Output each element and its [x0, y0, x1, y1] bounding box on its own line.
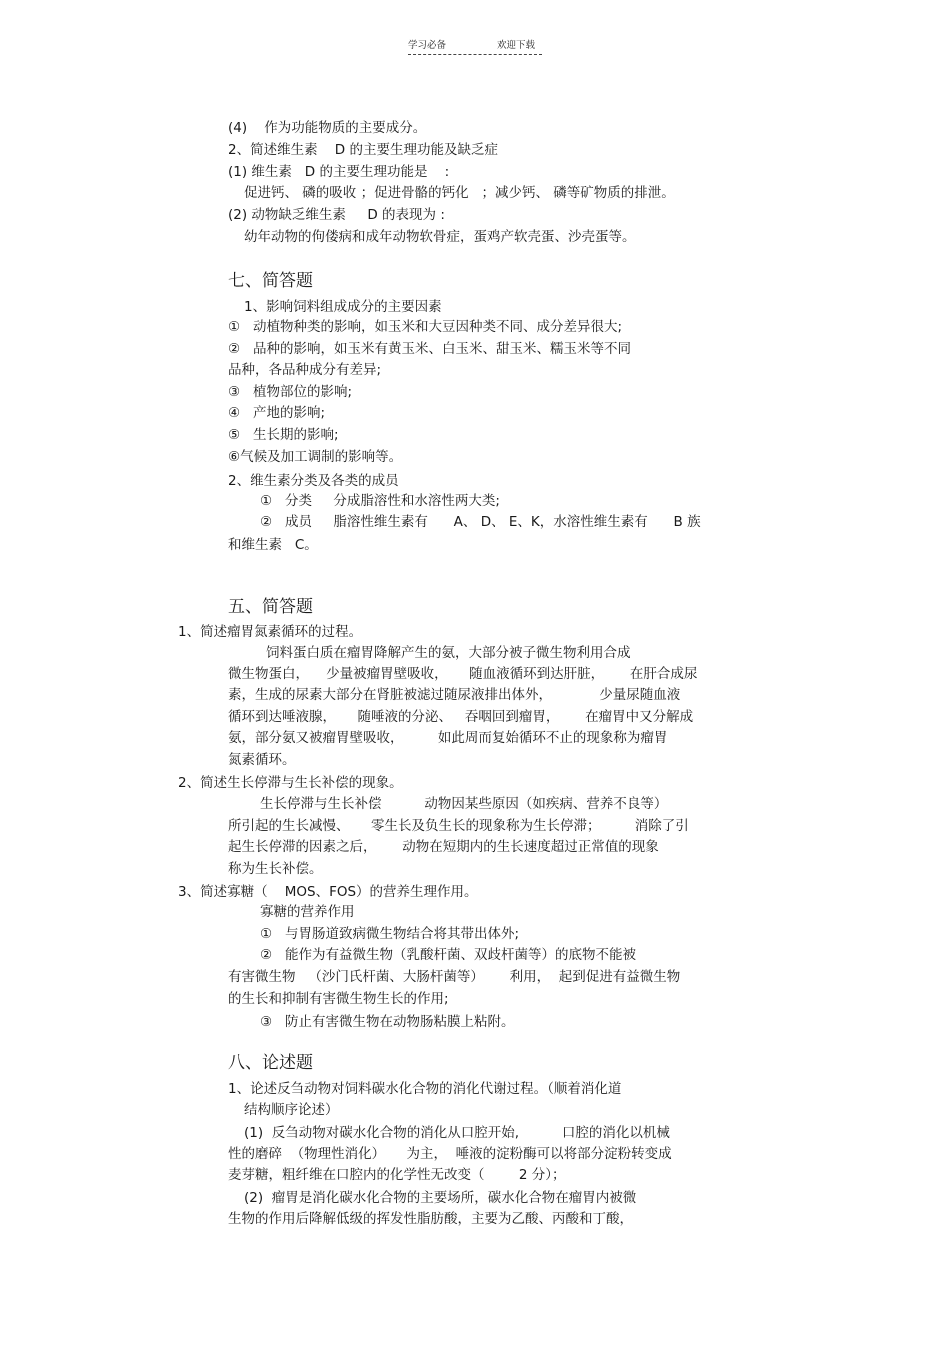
text-line: (2) 瘤胃是消化碳水化合物的主要场所，碳水化合物在瘤胃内被微: [244, 1190, 637, 1206]
text-line: 2、简述维生素 D 的主要生理功能及缺乏症: [228, 142, 498, 158]
text-line: 生长停滞与生长补偿 动物因某些原因（如疾病、营养不良等）: [260, 796, 668, 812]
text-line: ⑥气候及加工调制的影响等。: [228, 449, 403, 465]
text-line: ② 成员 脂溶性维生素有 A、 D、 E、K，水溶性维生素有 B 族: [260, 514, 701, 530]
text-line: 起生长停滞的因素之后， 动物在短期内的生长速度超过正常值的现象: [228, 839, 659, 855]
text-line: 微生物蛋白， 少量被瘤胃壁吸收， 随血液循环到达肝脏， 在肝合成尿: [228, 666, 698, 682]
text-line: 氨，部分氨又被瘤胃壁吸收， 如此周而复始循环不止的现象称为瘤胃: [228, 730, 668, 746]
text-line: ② 品种的影响，如玉米有黄玉米、白玉米、甜玉米、糯玉米等不同: [228, 341, 631, 357]
text-line: 氮素循环。: [228, 752, 296, 768]
text-line: (4) 作为功能物质的主要成分。: [228, 120, 427, 136]
text-line: ① 动植物种类的影响，如玉米和大豆因种类不同、成分差异很大;: [228, 319, 623, 335]
text-line: 循环到达唾液腺， 随唾液的分泌、 吞咽回到瘤胃， 在瘤胃中又分解成: [228, 709, 694, 725]
text-line: ① 与胃肠道致病微生物结合将其带出体外;: [260, 926, 520, 942]
text-line: 寡糖的营养作用: [260, 904, 355, 920]
text-line: 2、维生素分类及各类的成员: [228, 473, 399, 489]
text-line: 所引起的生长减慢、 零生长及负生长的现象称为生长停滞； 消除了引: [228, 818, 689, 834]
section-heading: 七、简答题: [228, 271, 313, 291]
text-line: 性的磨碎 （物理性消化） 为主， 唾液的淀粉酶可以将部分淀粉转变成: [228, 1146, 672, 1162]
text-line: ③ 植物部位的影响;: [228, 384, 353, 400]
header-right: 欢迎下载: [497, 40, 536, 51]
text-line: 3、简述寡糖（ MOS、FOS）的营养生理作用。: [178, 884, 478, 900]
text-line: 1、论述反刍动物对饲料碳水化合物的消化代谢过程。（顺着消化道: [228, 1081, 622, 1097]
text-line: 促进钙、 磷的吸收 ；促进骨骼的钙化 ；减少钙、 磷等矿物质的排泄。: [244, 185, 675, 201]
text-line: 1、简述瘤胃氮素循环的过程。: [178, 624, 363, 640]
text-line: 饲料蛋白质在瘤胃降解产生的氨，大部分被子微生物利用合成: [266, 645, 631, 661]
text-line: 生物的作用后降解低级的挥发性脂肪酸，主要为乙酸、丙酸和丁酸，: [228, 1211, 633, 1227]
text-line: 有害微生物 （沙门氏杆菌、大肠杆菌等） 利用， 起到促进有益微生物: [228, 969, 681, 985]
text-line: 品种，各品种成分有差异;: [228, 362, 382, 378]
text-line: 结构顺序论述）: [244, 1102, 339, 1118]
section-heading: 八、论述题: [228, 1053, 313, 1073]
text-line: ② 能作为有益微生物（乳酸杆菌、双歧杆菌等）的底物不能被: [260, 947, 636, 963]
text-line: (1) 维生素 D 的主要生理功能是 :: [228, 164, 450, 180]
text-line: 麦芽糖，粗纤维在口腔内的化学性无改变（ 2 分）；: [228, 1167, 566, 1183]
text-line: 素，生成的尿素大部分在肾脏被滤过随尿液排出体外， 少量尿随血液: [228, 687, 681, 703]
text-line: 幼年动物的佝偻病和成年动物软骨症，蛋鸡产软壳蛋、沙壳蛋等。: [244, 229, 636, 245]
text-line: 的生长和抑制有害微生物生长的作用;: [228, 991, 449, 1007]
text-line: 称为生长补偿。: [228, 861, 323, 877]
text-line: (1) 反刍动物对碳水化合物的消化从口腔开始, 口腔的消化以机械: [244, 1125, 670, 1141]
text-line: (2) 动物缺乏维生素 D 的表现为 :: [228, 207, 445, 223]
text-line: ⑤ 生长期的影响;: [228, 427, 339, 443]
text-line: 和维生素 C。: [228, 537, 318, 553]
section-heading: 五、简答题: [228, 597, 313, 617]
text-line: ① 分类 分成脂溶性和水溶性两大类;: [260, 493, 500, 509]
header-left: 学习必备: [408, 40, 447, 51]
header-rule: [408, 54, 542, 55]
text-line: ③ 防止有害微生物在动物肠粘膜上粘附。: [260, 1014, 515, 1030]
text-line: ④ 产地的影响;: [228, 405, 326, 421]
text-line: 1、影响饲料组成成分的主要因素: [244, 299, 442, 315]
text-line: 2、简述生长停滞与生长补偿的现象。: [178, 775, 403, 791]
